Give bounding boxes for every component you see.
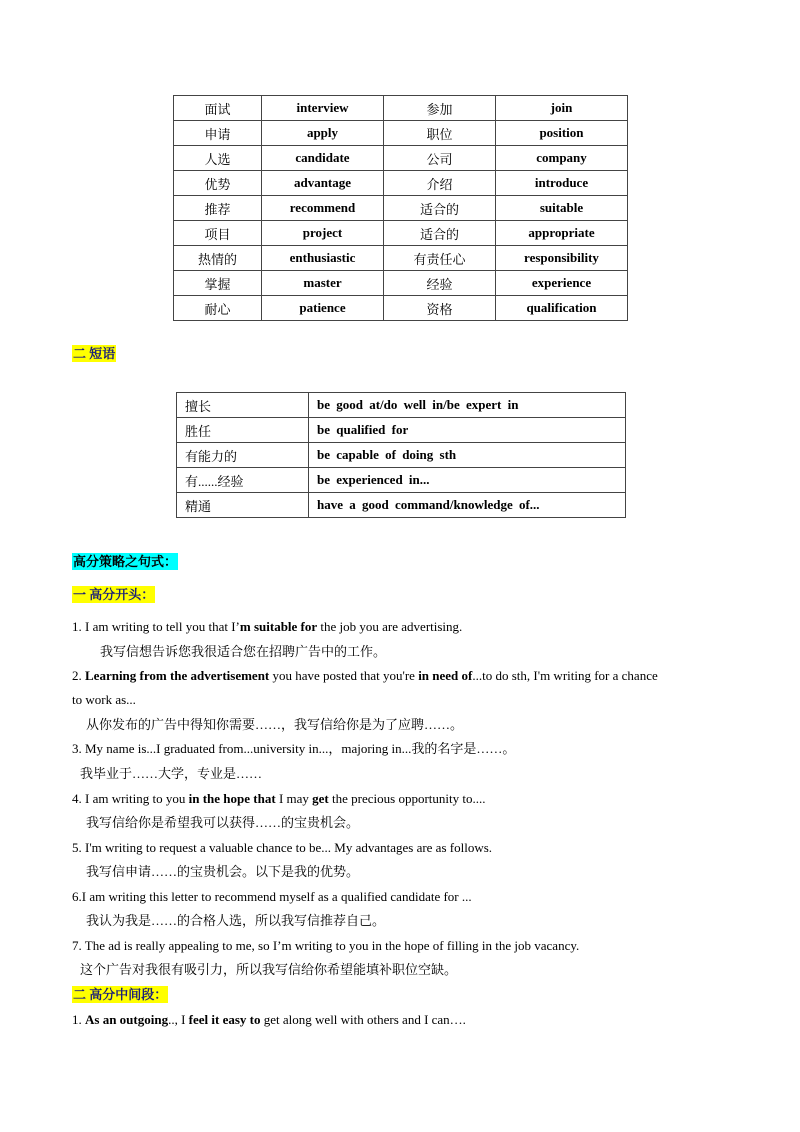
vocab-row <box>174 271 628 296</box>
phrase-english-cell: have a good command/knowledge of... <box>309 493 626 518</box>
phrase-chinese-cell: 擅长 <box>177 393 309 418</box>
phrase-chinese-cell: 胜任 <box>177 418 309 443</box>
phrase-english-cell: be good at/do well in/be expert in <box>309 393 626 418</box>
vocab-english-cell: position <box>496 121 628 146</box>
section-heading-phrases: 二 短语 <box>73 346 116 361</box>
phrase-chinese-cell: 有能力的 <box>177 443 309 468</box>
vocab-chinese-cell: 适合的 <box>384 221 496 246</box>
vocab-chinese-cell: 介绍 <box>384 171 496 196</box>
sentence-1: 1. I am writing to tell you that I’m suitable for the job you are advertising. <box>72 619 463 634</box>
phrase-row <box>177 493 626 518</box>
sentence-3: 3. My name is...I graduated from...university in...，majoring in...我的名字是……。 <box>72 741 516 756</box>
vocab-english-cell: apply <box>262 121 384 146</box>
phrase-row <box>177 393 626 418</box>
vocab-english-cell: appropriate <box>496 221 628 246</box>
vocab-row <box>174 146 628 171</box>
vocab-english-cell: advantage <box>262 171 384 196</box>
vocab-english-cell: master <box>262 271 384 296</box>
sentence-2-continued: to work as... <box>72 692 136 707</box>
vocab-english-cell: recommend <box>262 196 384 221</box>
phrase-row <box>177 443 626 468</box>
sentence-2-translation: 从你发布的广告中得知你需要……，我写信给你是为了应聘……。 <box>86 717 464 732</box>
vocab-row <box>174 296 628 321</box>
sentence-1-translation: 我写信想告诉您我很适合您在招聘广告中的工作。 <box>100 644 387 659</box>
vocab-chinese-cell: 适合的 <box>384 196 496 221</box>
vocab-english-cell: project <box>262 221 384 246</box>
sentence-7-translation: 这个广告对我很有吸引力，所以我写信给你希望能填补职位空缺。 <box>80 962 458 977</box>
vocab-english-cell: suitable <box>496 196 628 221</box>
vocab-english-cell: interview <box>262 96 384 121</box>
phrase-chinese-cell: 精通 <box>177 493 309 518</box>
middle-heading: 二 高分中间段： <box>73 987 168 1002</box>
vocab-row <box>174 221 628 246</box>
phrase-chinese-cell: 有......经验 <box>177 468 309 493</box>
vocab-chinese-cell: 职位 <box>384 121 496 146</box>
vocab-chinese-cell: 经验 <box>384 271 496 296</box>
vocab-chinese-cell: 推荐 <box>174 196 262 221</box>
vocab-chinese-cell: 有责任心 <box>384 246 496 271</box>
vocab-row <box>174 171 628 196</box>
vocab-english-cell: introduce <box>496 171 628 196</box>
vocab-chinese-cell: 耐心 <box>174 296 262 321</box>
phrase-table <box>176 392 626 518</box>
sentence-4: 4. I am writing to you in the hope that I may get the precious opportunity to.... <box>72 791 486 806</box>
vocab-chinese-cell: 项目 <box>174 221 262 246</box>
phrase-row <box>177 418 626 443</box>
phrase-english-cell: be qualified for <box>309 418 626 443</box>
opening-heading: 一 高分开头： <box>73 587 155 602</box>
strategy-heading: 高分策略之句式： <box>73 554 178 569</box>
phrase-row <box>177 468 626 493</box>
vocab-chinese-cell: 热情的 <box>174 246 262 271</box>
sentence-4-translation: 我写信给你是希望我可以获得……的宝贵机会。 <box>86 815 360 830</box>
vocab-chinese-cell: 参加 <box>384 96 496 121</box>
phrase-english-cell: be experienced in... <box>309 468 626 493</box>
vocab-row <box>174 96 628 121</box>
middle-sentence-1: 1. As an outgoing.., I feel it easy to get along well with others and I can…. <box>72 1012 466 1027</box>
vocab-chinese-cell: 掌握 <box>174 271 262 296</box>
phrase-english-cell: be capable of doing sth <box>309 443 626 468</box>
vocab-row <box>174 246 628 271</box>
vocab-english-cell: candidate <box>262 146 384 171</box>
sentence-6: 6.I am writing this letter to recommend myself as a qualified candidate for ... <box>72 889 472 904</box>
vocab-row <box>174 196 628 221</box>
vocab-english-cell: enthusiastic <box>262 246 384 271</box>
vocab-english-cell: experience <box>496 271 628 296</box>
vocab-row <box>174 121 628 146</box>
sentence-5-translation: 我写信申请……的宝贵机会。以下是我的优势。 <box>86 864 360 879</box>
sentence-6-translation: 我认为我是……的合格人选，所以我写信推荐自己。 <box>86 913 386 928</box>
vocab-english-cell: responsibility <box>496 246 628 271</box>
vocab-chinese-cell: 资格 <box>384 296 496 321</box>
sentence-3-translation: 我毕业于……大学，专业是…… <box>80 766 263 781</box>
vocab-chinese-cell: 人选 <box>174 146 262 171</box>
vocab-chinese-cell: 面试 <box>174 96 262 121</box>
vocabulary-table <box>173 95 628 321</box>
vocab-english-cell: patience <box>262 296 384 321</box>
vocab-english-cell: qualification <box>496 296 628 321</box>
vocab-chinese-cell: 公司 <box>384 146 496 171</box>
vocab-english-cell: join <box>496 96 628 121</box>
sentence-5: 5. I'm writing to request a valuable chance to be... My advantages are as follows. <box>72 840 493 855</box>
vocab-english-cell: company <box>496 146 628 171</box>
vocab-chinese-cell: 申请 <box>174 121 262 146</box>
vocab-chinese-cell: 优势 <box>174 171 262 196</box>
sentence-2: 2. Learning from the advertisement you have posted that you're in need of...to do sth, I'm writing for a chance <box>72 668 658 683</box>
sentence-7: 7. The ad is really appealing to me, so I’m writing to you in the hope of filling in the job vacancy. <box>72 938 580 953</box>
